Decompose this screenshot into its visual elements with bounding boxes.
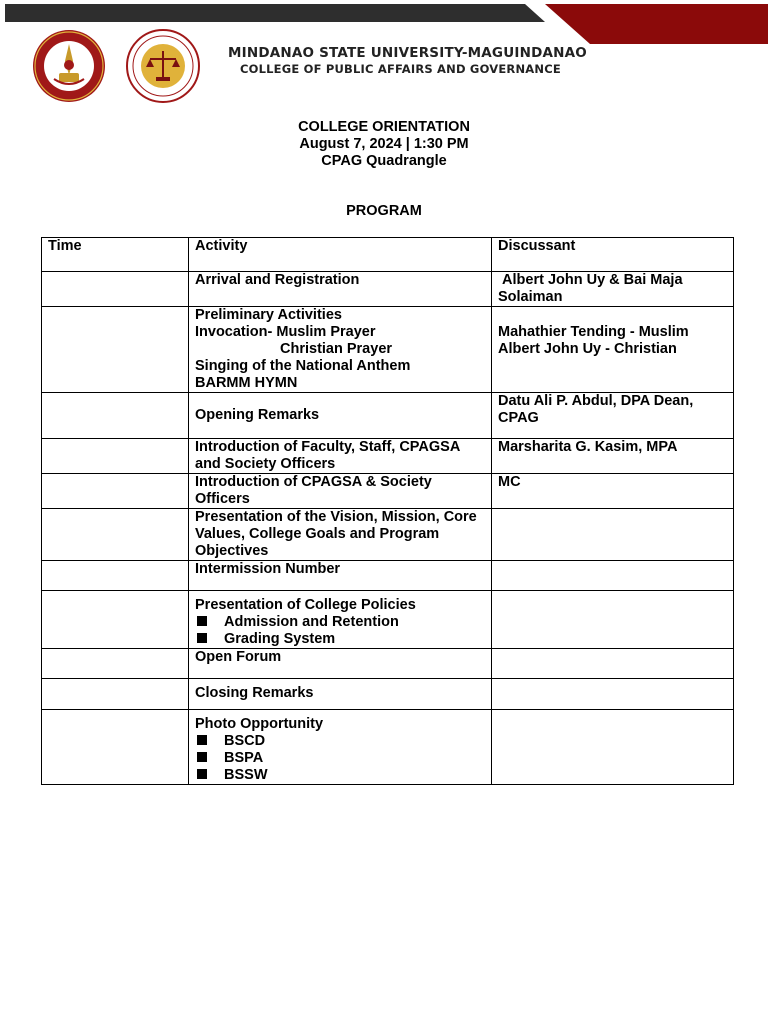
activity-cell: Introduction of Faculty, Staff, CPAGSA and Society Officers <box>189 439 492 474</box>
activity-cell <box>189 591 492 649</box>
activity-cell: Intermission Number <box>189 561 492 591</box>
program-heading: PROGRAM <box>346 203 422 219</box>
activity-text: Presentation of College Policies <box>195 597 416 613</box>
table-row <box>42 393 734 439</box>
red-banner-stripe <box>545 4 768 44</box>
discussant-cell: Albert John Uy & Bai Maja Solaiman <box>492 272 734 307</box>
table-row <box>42 679 734 710</box>
table-row <box>42 561 734 591</box>
dark-banner-stripe <box>5 4 545 22</box>
time-cell <box>42 474 189 509</box>
table-row <box>42 272 734 307</box>
discussant-cell <box>492 509 734 561</box>
list-item <box>195 631 485 648</box>
discussant-cell <box>492 591 734 649</box>
square-bullet-icon <box>197 769 207 779</box>
discussant-cell: Datu Ali P. Abdul, DPA Dean, CPAG <box>492 393 734 439</box>
bullet-text: Admission and Retention <box>224 614 399 630</box>
cpag-seal-logo <box>126 29 200 103</box>
activity-cell: Closing Remarks <box>189 679 492 710</box>
discussant-cell <box>492 561 734 591</box>
square-bullet-icon <box>197 735 207 745</box>
time-cell <box>42 710 189 785</box>
time-cell <box>42 439 189 474</box>
table-row <box>42 710 734 785</box>
discussant-cell <box>492 307 734 393</box>
program-table <box>41 237 734 785</box>
square-bullet-icon <box>197 633 207 643</box>
discussant-text: Albert John Uy - Christian <box>498 341 677 357</box>
discussant-text: Mahathier Tending - Muslim <box>498 324 689 340</box>
table-row <box>42 649 734 679</box>
time-cell <box>42 649 189 679</box>
table-header-row <box>42 238 734 272</box>
table-row <box>42 509 734 561</box>
time-cell <box>42 679 189 710</box>
bullet-text: BSPA <box>224 750 264 766</box>
column-header-time: Time <box>42 238 189 272</box>
activity-cell: Presentation of the Vision, Mission, Core Values, College Goals and Program Objectives <box>189 509 492 561</box>
column-header-activity: Activity <box>189 238 492 272</box>
event-title: COLLEGE ORIENTATION <box>298 119 470 135</box>
list-item <box>195 750 485 767</box>
discussant-cell <box>492 710 734 785</box>
activity-text: Arrival and Registration <box>195 272 360 288</box>
activity-text: Christian Prayer <box>280 341 393 357</box>
table-row <box>42 591 734 649</box>
activity-cell <box>189 307 492 393</box>
bullet-text: Grading System <box>224 631 336 647</box>
activity-text: Preliminary Activities <box>195 307 342 323</box>
discussant-cell <box>492 649 734 679</box>
event-venue: CPAG Quadrangle <box>321 153 447 169</box>
header-banner <box>0 0 768 48</box>
time-cell <box>42 307 189 393</box>
time-cell <box>42 509 189 561</box>
msu-maguindanao-seal-logo <box>32 29 106 103</box>
activity-cell <box>189 272 492 307</box>
discussant-cell: MC <box>492 474 734 509</box>
column-header-discussant: Discussant <box>492 238 734 272</box>
list-item <box>195 614 485 631</box>
activity-cell: Introduction of CPAGSA & Society Officers <box>189 474 492 509</box>
activity-text: Photo Opportunity <box>195 716 324 732</box>
list-item <box>195 767 485 784</box>
bullet-text: BSCD <box>224 733 266 749</box>
activity-text: Singing of the National Anthem <box>195 358 411 374</box>
college-name: COLLEGE OF PUBLIC AFFAIRS AND GOVERNANCE <box>240 62 561 76</box>
activity-text: Invocation- Muslim Prayer <box>195 324 376 340</box>
time-cell <box>42 561 189 591</box>
square-bullet-icon <box>197 752 207 762</box>
activity-cell <box>189 710 492 785</box>
square-bullet-icon <box>197 616 207 626</box>
discussant-cell: Marsharita G. Kasim, MPA <box>492 439 734 474</box>
time-cell <box>42 591 189 649</box>
university-name: MINDANAO STATE UNIVERSITY-MAGUINDANAO <box>228 45 587 61</box>
activity-text: Opening Remarks <box>195 407 320 423</box>
table-row <box>42 474 734 509</box>
activity-cell <box>189 393 492 439</box>
time-cell <box>42 272 189 307</box>
list-item <box>195 733 485 750</box>
time-cell <box>42 393 189 439</box>
table-row <box>42 307 734 393</box>
activity-text: BARMM HYMN <box>195 375 298 391</box>
discussant-cell <box>492 679 734 710</box>
event-date-time: August 7, 2024 | 1:30 PM <box>299 136 469 152</box>
bullet-text: BSSW <box>224 767 268 783</box>
table-row <box>42 439 734 474</box>
activity-cell: Open Forum <box>189 649 492 679</box>
